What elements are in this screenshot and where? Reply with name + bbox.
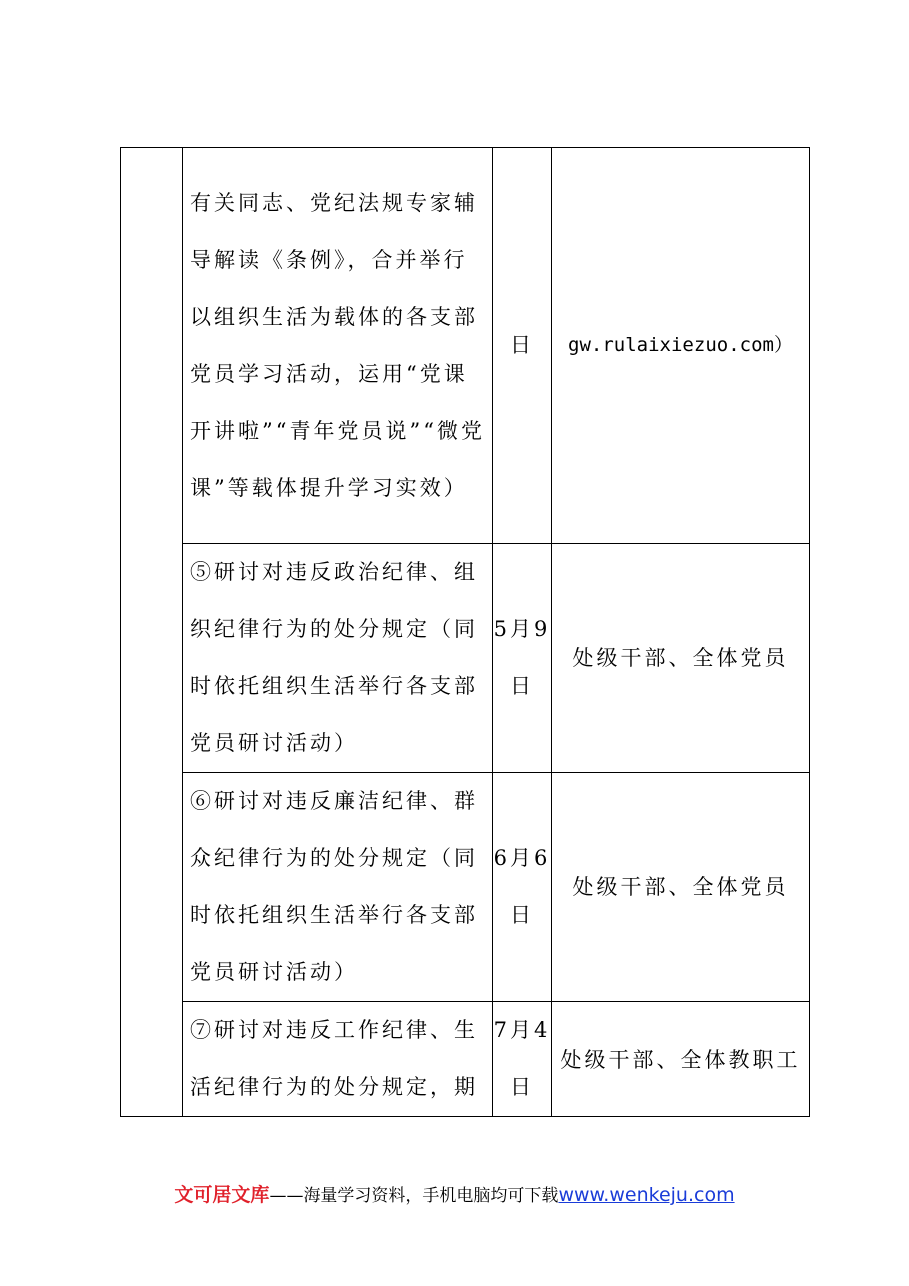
- content-text: ⑥研讨对违反廉洁纪律、群众纪律行为的处分规定（同时依托组织生活举行各支部党员研讨活动）: [190, 789, 478, 984]
- table-row: [121, 148, 810, 544]
- participants-cell: [552, 1002, 810, 1117]
- footer-tagline: ——海量学习资料，手机电脑均可下载: [269, 1186, 559, 1206]
- participants-text: gw.rulaixiezuo.com）: [568, 334, 793, 356]
- date-text: 6月6日: [493, 846, 551, 927]
- participants-cell: [552, 148, 810, 544]
- participants-text: 处级干部、全体教职工: [560, 1048, 801, 1072]
- category-cell: [121, 148, 183, 1117]
- content-cell: [183, 773, 493, 1002]
- date-cell: [493, 773, 552, 1002]
- table-row: [121, 544, 810, 773]
- date-cell: [493, 148, 552, 544]
- date-text: 7月4日: [493, 1018, 551, 1099]
- brand-name: 文可居文库: [174, 1184, 270, 1206]
- participants-cell: [552, 773, 810, 1002]
- content-cell: [183, 544, 493, 773]
- date-text: 5月9日: [493, 617, 551, 698]
- content-text: ⑦研讨对违反工作纪律、生活纪律行为的处分规定，期: [190, 1018, 478, 1099]
- content-text: 有关同志、党纪法规专家辅导解读《条例》，合并举行以组织生活为载体的各支部党员学习活动，运用“党课开讲啦”“青年党员说”“微党课”等载体提升学习实效）: [190, 190, 485, 500]
- participants-cell: [552, 544, 810, 773]
- table-row: [121, 773, 810, 1002]
- content-cell: [183, 1002, 493, 1117]
- participants-text: 处级干部、全体党员: [572, 874, 789, 899]
- date-cell: [493, 544, 552, 773]
- website-link[interactable]: www.wenkeju.com: [558, 1184, 735, 1206]
- date-text: 日: [510, 333, 534, 357]
- content-cell: [183, 148, 493, 544]
- page-footer: [0, 1180, 909, 1207]
- schedule-table: [120, 147, 810, 1117]
- table-row: [121, 1002, 810, 1117]
- participants-text: 处级干部、全体党员: [572, 645, 789, 670]
- content-text: ⑤研讨对违反政治纪律、组织纪律行为的处分规定（同时依托组织生活举行各支部党员研讨活动）: [190, 560, 478, 755]
- date-cell: [493, 1002, 552, 1117]
